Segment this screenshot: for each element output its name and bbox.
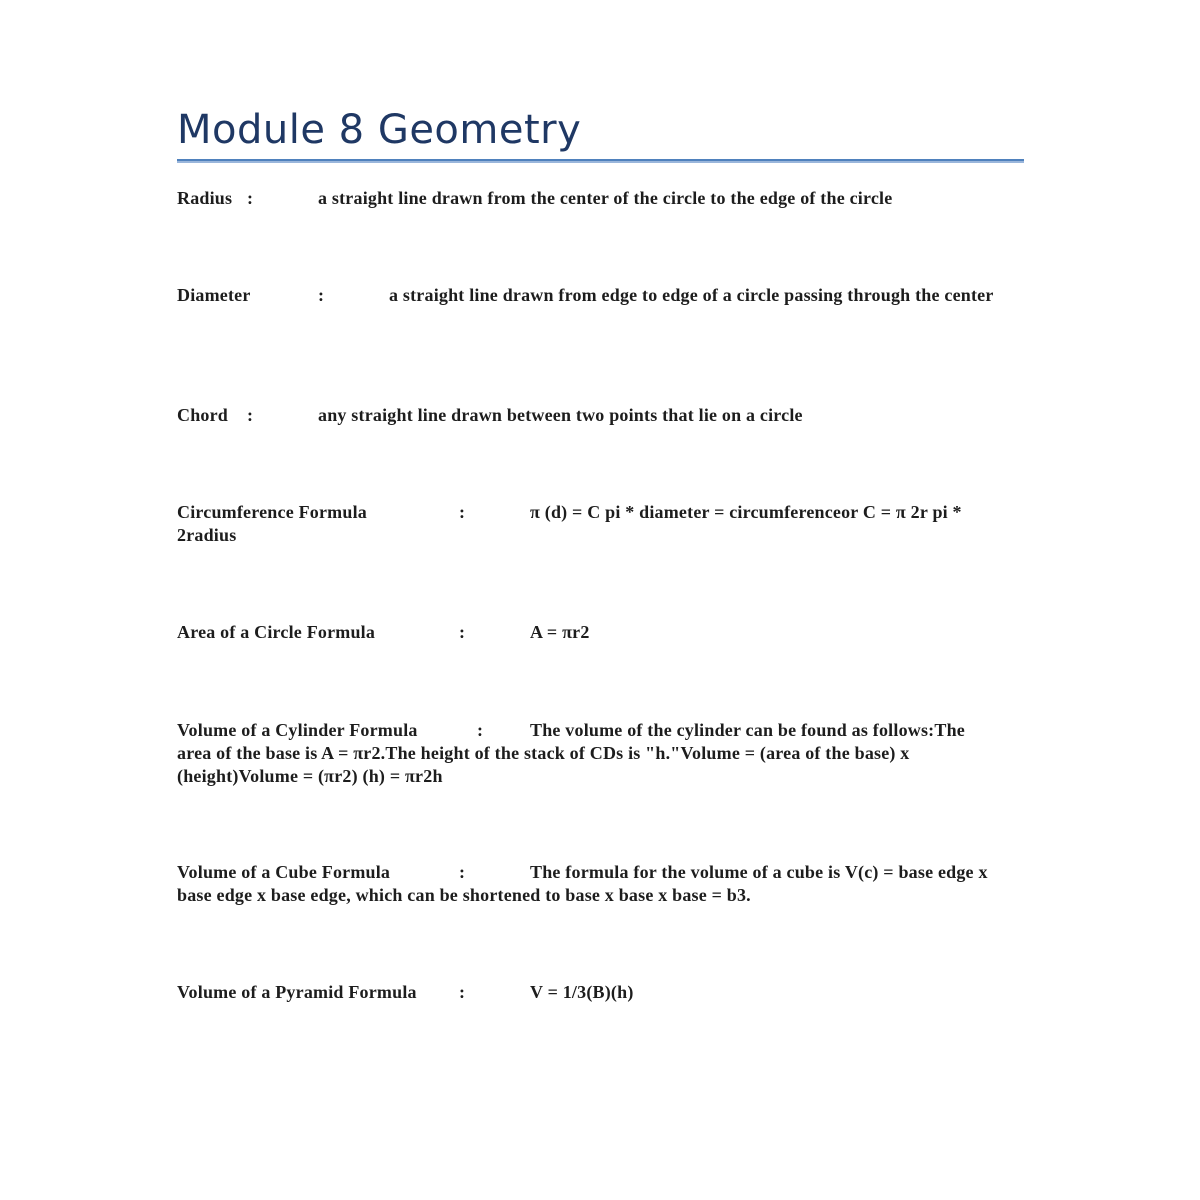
term-cell <box>177 284 389 307</box>
definition-text: a straight line drawn from edge to edge of a circle passing through the center <box>389 285 994 305</box>
definition-text: The volume of the cylinder can be found as follows:The area of the base is A = πr2.The height of the stack of CDs is "h."Volume = (area of the base) x (height)Volume = (πr2) (h) = πr2h <box>177 720 965 786</box>
term-cell <box>177 404 318 427</box>
definition-entry-pyramid-volume-formula <box>177 981 1024 1004</box>
term-cell <box>177 621 530 644</box>
definition-entry-diameter <box>177 284 1024 307</box>
definition-text: a straight line drawn from the center of the circle to the edge of the circle <box>318 188 893 208</box>
term-cell <box>177 501 530 524</box>
definition-text: A = πr2 <box>530 622 590 642</box>
colon-separator: : <box>459 862 466 882</box>
colon-separator: : <box>318 285 325 305</box>
colon-separator: : <box>459 502 466 522</box>
definition-entry-cylinder-volume-formula <box>177 719 997 788</box>
term-label: Radius <box>177 188 233 208</box>
definition-text: The formula for the volume of a cube is V(c) = base edge x base edge x base edge, which can be shortened to base x base x base = b3. <box>177 862 988 905</box>
term-label: Volume of a Pyramid Formula <box>177 982 417 1002</box>
page-title: Module 8 Geometry <box>177 107 582 153</box>
definition-text: V = 1/3(B)(h) <box>530 982 634 1002</box>
term-cell <box>177 187 318 210</box>
term-label: Area of a Circle Formula <box>177 622 376 642</box>
term-cell <box>177 719 530 742</box>
definition-entry-cube-volume-formula <box>177 861 1024 907</box>
term-label: Volume of a Cube Formula <box>177 862 391 882</box>
colon-separator: : <box>477 720 484 740</box>
term-label: Circumference Formula <box>177 502 367 522</box>
definition-entry-circumference-formula <box>177 501 1017 547</box>
term-cell <box>177 981 530 1004</box>
definition-entry-chord <box>177 404 1024 427</box>
term-cell <box>177 861 530 884</box>
definition-text: π (d) = C pi * diameter = circumferenceor C = π 2r pi * 2radius <box>177 502 962 545</box>
colon-separator: : <box>247 188 254 208</box>
definition-entry-circle-area-formula <box>177 621 1024 644</box>
colon-separator: : <box>459 982 466 1002</box>
definition-entry-radius <box>177 187 1024 210</box>
document-content <box>177 0 1024 1200</box>
title-underline-rule <box>177 159 1024 163</box>
colon-separator: : <box>459 622 466 642</box>
colon-separator: : <box>247 405 254 425</box>
term-label: Diameter <box>177 285 251 305</box>
term-label: Chord <box>177 405 229 425</box>
definition-text: any straight line drawn between two points that lie on a circle <box>318 405 803 425</box>
term-label: Volume of a Cylinder Formula <box>177 720 418 740</box>
